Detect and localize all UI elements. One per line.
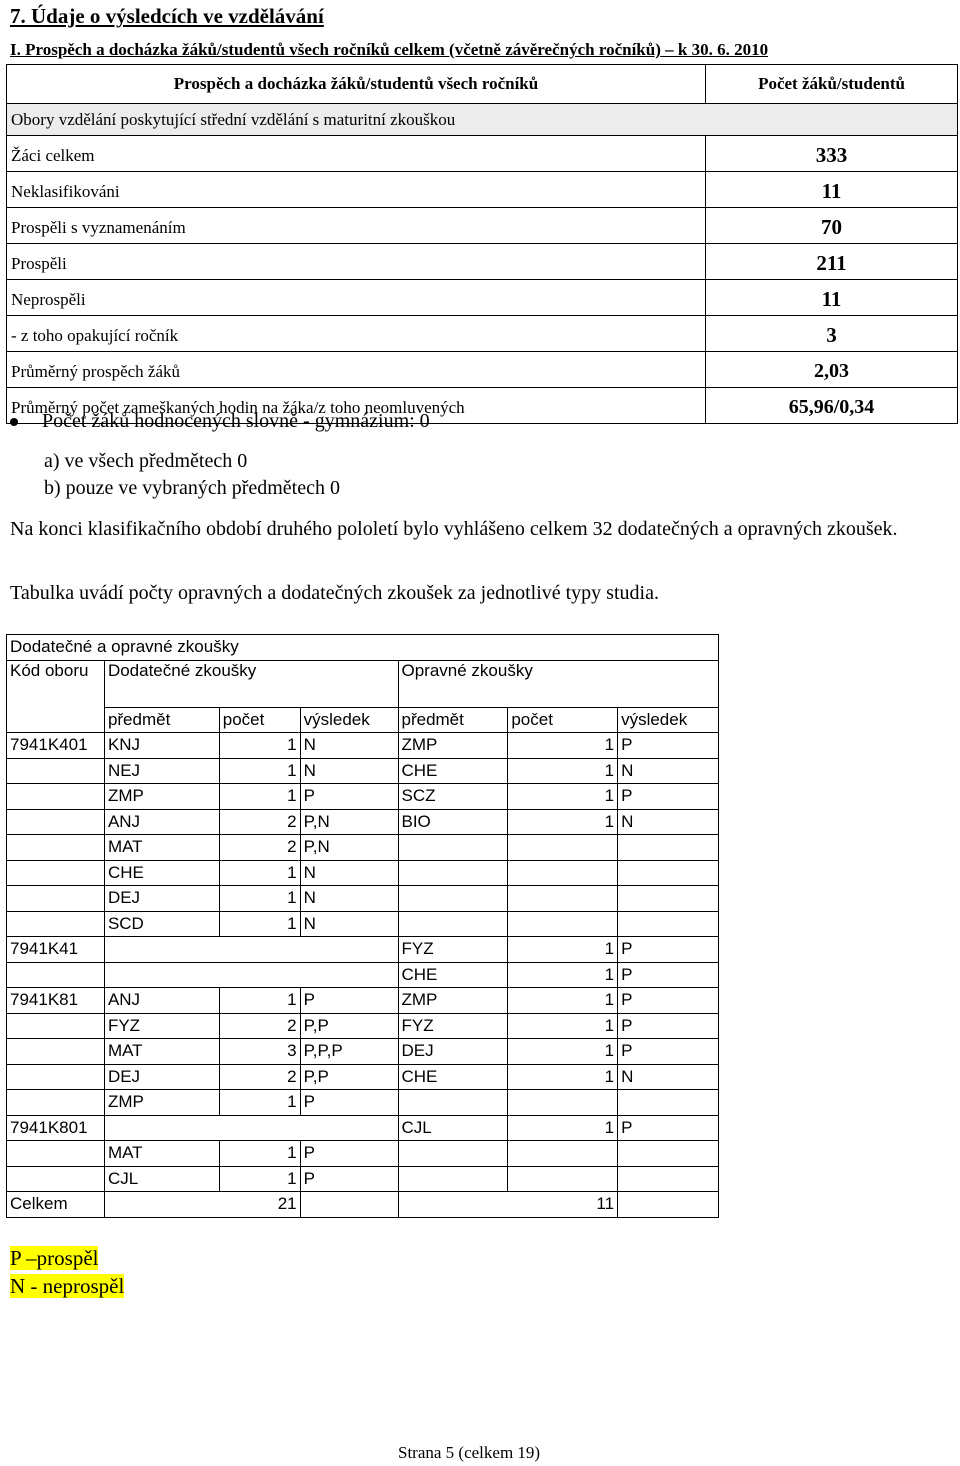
cell-kod [7,1039,105,1065]
cell-opr-pocet [508,1166,618,1192]
cell-opr-vysledek: P [618,784,719,810]
row-value: 70 [706,208,958,244]
paragraph-exams: Na konci klasifikačního období druhého pololetí bylo vyhlášeno celkem 32 dodatečných a opravných zkoušek. [10,518,898,540]
cell-dod-pocet: 1 [219,1141,300,1167]
table-row [7,911,719,937]
cell-dod-vysledek: N [300,860,398,886]
table-row [7,172,958,208]
cell-dod-pocet: 1 [219,1166,300,1192]
row-value: 65,96/0,34 [706,388,958,424]
section-subheading: I. Prospěch a docházka žáků/studentů všech ročníků celkem (včetně závěrečných ročníků) – k 30. 6. 2010 [10,40,769,59]
table-row [7,1064,719,1090]
cell-dod-predmet: ZMP [104,784,219,810]
cell-dod-vysledek: N [300,886,398,912]
table-row [7,835,719,861]
legend-neprospel: N - neprospěl [10,1274,125,1298]
row-value: 11 [706,280,958,316]
cell-dod-predmet: CJL [104,1166,219,1192]
total-dodatecne: 21 [104,1192,300,1218]
total-label: Celkem [7,1192,105,1218]
cell-opr-predmet: ZMP [398,988,508,1014]
cell-dod-pocet: 1 [219,1090,300,1116]
exams-table-title: Dodatečné a opravné zkoušky [7,635,719,661]
sub-pocet: počet [508,707,618,733]
cell-dod-vysledek: P [300,988,398,1014]
total-spacer [300,1192,398,1218]
cell-dod-pocet: 1 [219,860,300,886]
cell-dod-predmet: CHE [104,860,219,886]
cell-dod-predmet: ANJ [104,809,219,835]
cell-dod-predmet: FYZ [104,1013,219,1039]
section-heading: 7. Údaje o výsledcích ve vzdělávání [10,4,324,28]
cell-kod [7,809,105,835]
table-row [7,1166,719,1192]
cell-opr-vysledek: P [618,1013,719,1039]
cell-opr-pocet: 1 [508,988,618,1014]
col-kod-oboru: Kód oboru [7,660,105,733]
cell-opr-pocet [508,860,618,886]
cell-dod-empty [104,937,398,963]
cell-dod-vysledek: P,N [300,809,398,835]
table-row [7,1090,719,1116]
table-row [7,316,958,352]
cell-opr-vysledek [618,1166,719,1192]
total-spacer [618,1192,719,1218]
table-row [7,1141,719,1167]
row-value: 2,03 [706,352,958,388]
table-row [7,352,958,388]
cell-dod-vysledek: P [300,1141,398,1167]
cell-opr-pocet: 1 [508,809,618,835]
cell-opr-pocet: 1 [508,962,618,988]
cell-kod [7,1064,105,1090]
bullet-icon [10,418,18,426]
cell-kod [7,911,105,937]
cell-dod-predmet: KNJ [104,733,219,759]
row-value: 11 [706,172,958,208]
cell-kod: 7941K801 [7,1115,105,1141]
cell-dod-pocet: 3 [219,1039,300,1065]
table-row [7,860,719,886]
cell-kod [7,758,105,784]
cell-kod [7,835,105,861]
cell-opr-vysledek: N [618,758,719,784]
cell-dod-vysledek: P [300,1166,398,1192]
cell-opr-pocet: 1 [508,1039,618,1065]
cell-dod-predmet: NEJ [104,758,219,784]
header-left: Prospěch a docházka žáků/studentů všech ročníků [7,65,706,104]
cell-opr-pocet [508,835,618,861]
row-label: Neklasifikováni [7,172,706,208]
cell-opr-pocet [508,1141,618,1167]
cell-dod-pocet: 2 [219,1064,300,1090]
cell-opr-predmet: SCZ [398,784,508,810]
table-row [7,758,719,784]
cell-opr-vysledek [618,886,719,912]
cell-opr-vysledek: P [618,937,719,963]
legend [10,1244,124,1300]
row-label: Žáci celkem [7,136,706,172]
cell-dod-predmet: DEJ [104,1064,219,1090]
cell-opr-predmet: FYZ [398,937,508,963]
cell-kod [7,962,105,988]
cell-dod-empty [104,962,398,988]
cell-opr-vysledek: P [618,733,719,759]
sub-item-a: a) ve všech předmětech 0 [44,450,248,472]
cell-opr-pocet [508,1090,618,1116]
row-label: Prospěli [7,244,706,280]
cell-dod-vysledek: P,P [300,1013,398,1039]
sub-pocet: počet [219,707,300,733]
table-row [7,244,958,280]
table-row [7,962,719,988]
cell-kod: 7941K401 [7,733,105,759]
group-dodatecne: Dodatečné zkoušky [104,660,398,707]
table-row [7,784,719,810]
row-label: Neprospěli [7,280,706,316]
row-label: Prospěli s vyznamenáním [7,208,706,244]
table-row [7,136,958,172]
page-footer: Strana 5 (celkem 19) [398,1443,541,1462]
exams-table-subheader-row [7,707,719,733]
section-label: Obory vzdělání poskytující střední vzdělání s maturitní zkouškou [7,104,958,136]
cell-dod-pocet: 1 [219,911,300,937]
results-table-header [7,65,958,104]
cell-opr-vysledek [618,860,719,886]
cell-dod-pocet: 2 [219,809,300,835]
cell-opr-predmet: CHE [398,1064,508,1090]
table-row [7,208,958,244]
cell-opr-pocet: 1 [508,1064,618,1090]
cell-dod-predmet: ZMP [104,1090,219,1116]
cell-opr-vysledek: P [618,988,719,1014]
cell-opr-pocet: 1 [508,1013,618,1039]
cell-kod [7,1090,105,1116]
cell-opr-predmet [398,1166,508,1192]
cell-dod-vysledek: P,P,P [300,1039,398,1065]
cell-dod-predmet: MAT [104,1039,219,1065]
cell-dod-vysledek: N [300,733,398,759]
row-value: 333 [706,136,958,172]
cell-opr-pocet: 1 [508,784,618,810]
table-row [7,809,719,835]
exams-table-title-row [7,635,719,661]
cell-opr-pocet [508,911,618,937]
table-row [7,1039,719,1065]
cell-opr-vysledek [618,911,719,937]
cell-opr-predmet: BIO [398,809,508,835]
header-right: Počet žáků/studentů [706,65,958,104]
cell-dod-pocet: 1 [219,886,300,912]
cell-dod-predmet: DEJ [104,886,219,912]
cell-opr-pocet: 1 [508,937,618,963]
cell-dod-pocet: 1 [219,988,300,1014]
cell-opr-predmet: FYZ [398,1013,508,1039]
cell-opr-predmet: CJL [398,1115,508,1141]
cell-dod-vysledek: P [300,1090,398,1116]
exams-table-body [7,733,719,1192]
cell-dod-empty [104,1115,398,1141]
cell-opr-predmet: CHE [398,962,508,988]
cell-opr-predmet [398,860,508,886]
cell-kod [7,1013,105,1039]
cell-kod [7,886,105,912]
cell-opr-predmet [398,911,508,937]
cell-dod-vysledek: N [300,758,398,784]
cell-opr-predmet: DEJ [398,1039,508,1065]
bullet-item [10,410,430,433]
cell-dod-vysledek: P,N [300,835,398,861]
cell-dod-pocet: 2 [219,835,300,861]
cell-opr-vysledek: P [618,1039,719,1065]
cell-opr-vysledek [618,835,719,861]
cell-dod-predmet: MAT [104,835,219,861]
cell-opr-vysledek [618,1090,719,1116]
exams-table [6,634,719,1218]
cell-kod [7,1166,105,1192]
table-row [7,937,719,963]
cell-opr-vysledek: P [618,1115,719,1141]
total-opravne: 11 [398,1192,618,1218]
row-value: 3 [706,316,958,352]
exams-table-total-row [7,1192,719,1218]
cell-kod: 7941K41 [7,937,105,963]
cell-opr-pocet: 1 [508,758,618,784]
row-label: - z toho opakující ročník [7,316,706,352]
cell-kod [7,860,105,886]
cell-opr-predmet: CHE [398,758,508,784]
cell-dod-pocet: 1 [219,733,300,759]
exams-table-group-row [7,660,719,707]
cell-dod-predmet: SCD [104,911,219,937]
cell-opr-vysledek [618,1141,719,1167]
row-label: Průměrný počet zameškaných hodin na žáka/z toho neomluvených [7,388,706,424]
sub-vysledek: výsledek [618,707,719,733]
cell-dod-predmet: ANJ [104,988,219,1014]
sub-predmet: předmět [398,707,508,733]
table-row [7,886,719,912]
table-row [7,280,958,316]
row-label: Průměrný prospěch žáků [7,352,706,388]
cell-opr-pocet: 1 [508,733,618,759]
cell-opr-predmet [398,1090,508,1116]
table-row [7,1115,719,1141]
cell-dod-pocet: 2 [219,1013,300,1039]
sub-vysledek: výsledek [300,707,398,733]
cell-opr-predmet: ZMP [398,733,508,759]
cell-dod-vysledek: P [300,784,398,810]
table-row [7,733,719,759]
cell-dod-pocet: 1 [219,784,300,810]
sub-predmet: předmět [104,707,219,733]
sub-item-b: b) pouze ve vybraných předmětech 0 [44,477,340,499]
cell-dod-vysledek: N [300,911,398,937]
results-table [6,64,958,424]
table-row [7,988,719,1014]
cell-kod [7,1141,105,1167]
row-value: 211 [706,244,958,280]
cell-opr-vysledek: P [618,962,719,988]
cell-dod-predmet: MAT [104,1141,219,1167]
cell-opr-vysledek: N [618,809,719,835]
cell-dod-pocet: 1 [219,758,300,784]
cell-opr-pocet: 1 [508,1115,618,1141]
paragraph-table-intro: Tabulka uvádí počty opravných a dodatečných zkoušek za jednotlivé typy studia. [10,582,659,604]
cell-opr-predmet [398,835,508,861]
cell-kod [7,784,105,810]
cell-opr-vysledek: N [618,1064,719,1090]
group-opravne: Opravné zkoušky [398,660,719,707]
legend-prospel: P –prospěl [10,1246,99,1270]
cell-opr-predmet [398,886,508,912]
cell-kod: 7941K81 [7,988,105,1014]
cell-dod-vysledek: P,P [300,1064,398,1090]
bullet-text: Počet žáků hodnocených slovně - gymnázium: 0 [42,410,430,432]
section-row [7,104,958,136]
cell-opr-predmet [398,1141,508,1167]
cell-opr-pocet [508,886,618,912]
table-row [7,1013,719,1039]
